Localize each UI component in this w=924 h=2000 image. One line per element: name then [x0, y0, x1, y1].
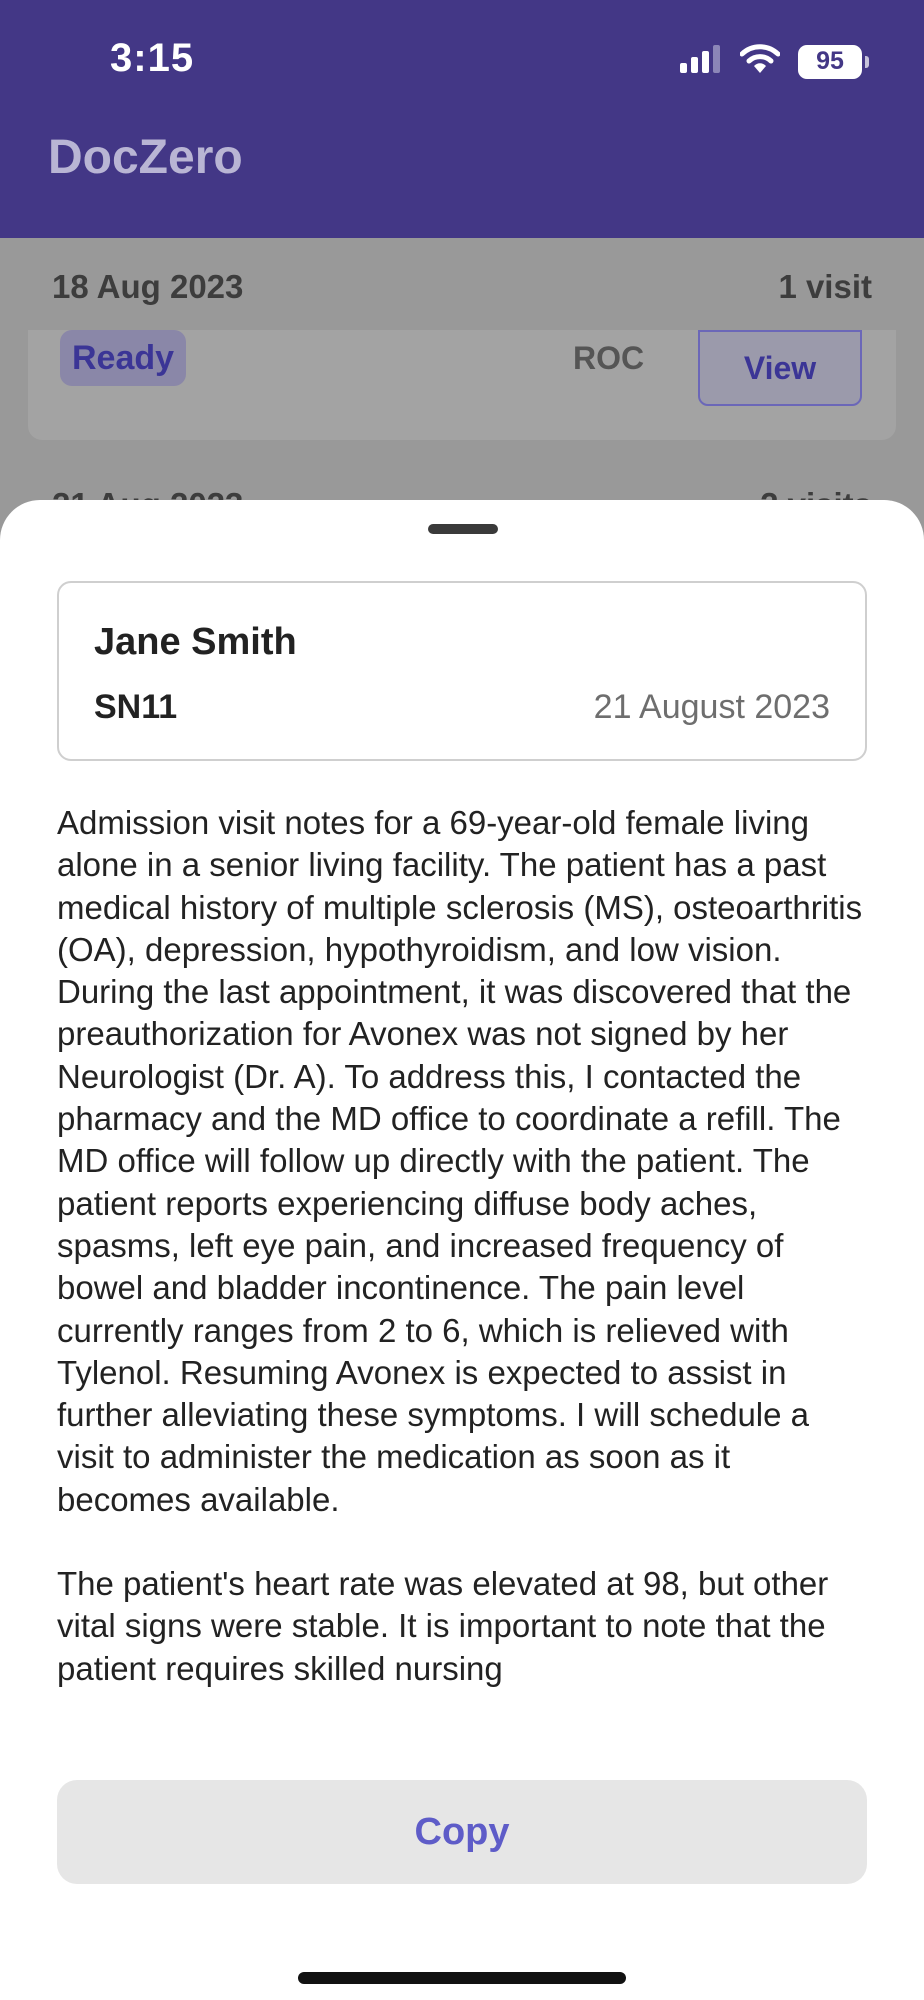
sheet-grabber-handle[interactable] — [428, 524, 498, 534]
notes-bottom-sheet — [0, 500, 924, 2000]
battery-icon — [798, 45, 862, 79]
home-indicator — [298, 1972, 626, 1984]
app-title: DocZero — [48, 131, 243, 184]
visit-type: ROC — [573, 340, 645, 376]
visit-notes-text[interactable] — [57, 802, 872, 1756]
visit-code: SN11 — [94, 688, 178, 726]
status-icons — [680, 44, 862, 79]
notes-paragraph: Admission visit notes for a 69-year-old female living alone in a senior living facility. The patient has a past medical history of multiple sclerosis (MS), osteoarthritis (OA), depression, hypothyroidism, and low vision. During the last appointment, it was discovered that the preauthorization for Avonex was not signed by her Neurologist (Dr. A). To address this, I contacted the pharmacy and the MD office to coordinate a refill. The MD office will follow up directly with the patient. The patient reports experiencing diffuse body aches, spasms, left eye pain, and increased frequency of bowel and bladder incontinence. The pain level currently ranges from 2 to 6, which is relieved with Tylenol. Resuming Avonex is expected to assist in further alleviating these symptoms. I will schedule a visit to administer the medication as soon as it becomes available. — [57, 804, 863, 1518]
visit-card — [28, 330, 896, 440]
app-header — [0, 120, 924, 238]
status-time: 3:15 — [110, 36, 195, 80]
cellular-signal-icon — [680, 45, 722, 78]
status-badge: Ready — [60, 330, 186, 386]
visit-date: 21 August 2023 — [593, 688, 830, 726]
copy-button[interactable]: Copy — [57, 1780, 867, 1884]
patient-card — [57, 581, 867, 761]
date-group-visit-count: 1 visit — [778, 268, 872, 305]
date-group-header — [52, 268, 872, 306]
patient-name: Jane Smith — [94, 621, 297, 663]
battery-level: 95 — [816, 47, 844, 75]
view-button[interactable]: View — [698, 330, 862, 406]
status-bar — [0, 0, 924, 120]
date-group-date: 18 Aug 2023 — [52, 268, 244, 305]
wifi-icon — [740, 44, 780, 79]
notes-paragraph: The patient's heart rate was elevated at 98, but other vital signs were stable. It is important to note that the patient requires skilled nursing — [57, 1565, 829, 1687]
